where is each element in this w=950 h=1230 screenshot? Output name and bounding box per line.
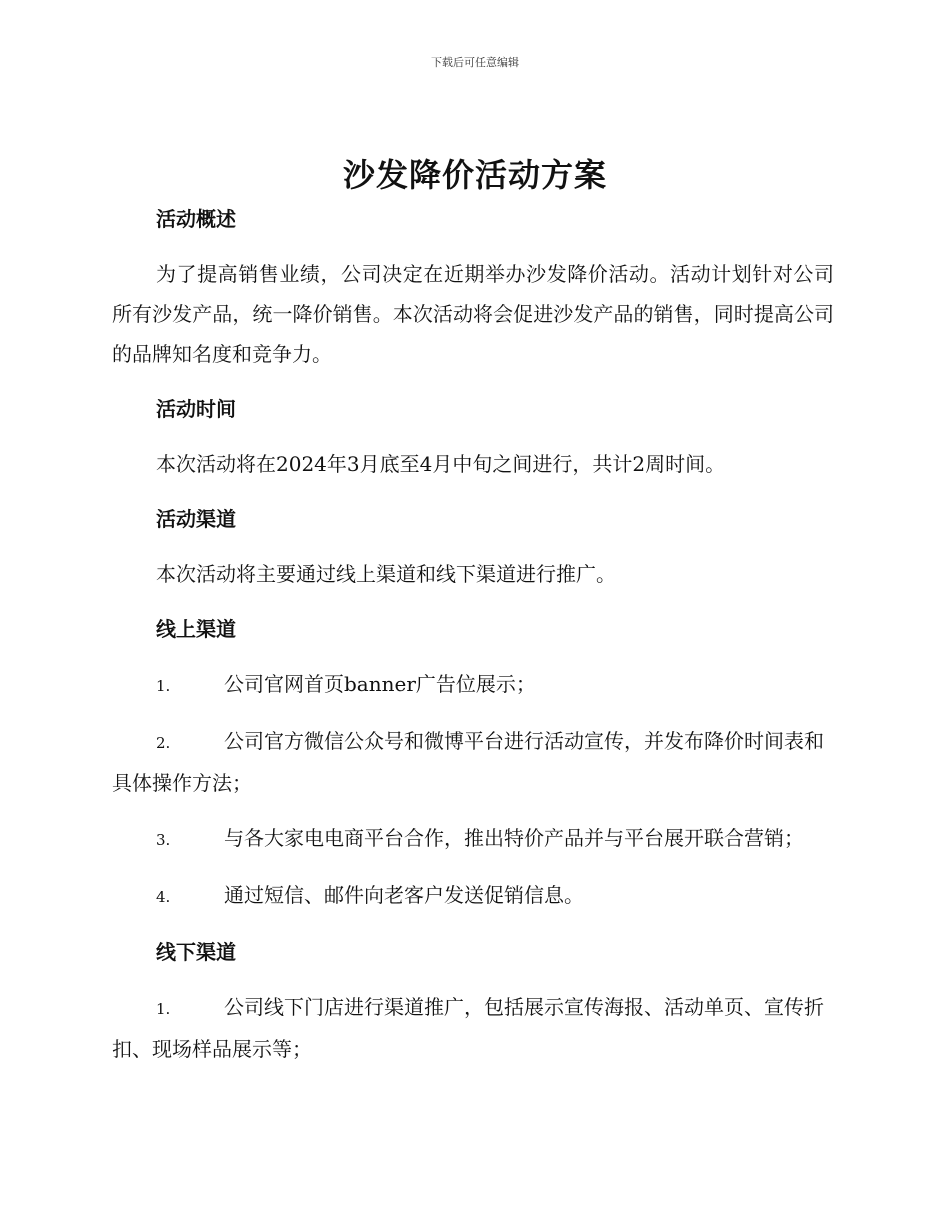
list-number: 2. bbox=[156, 734, 171, 752]
section-heading-overview: 活动概述 bbox=[156, 207, 236, 231]
document-body bbox=[112, 199, 834, 1084]
online-list-item bbox=[112, 875, 834, 917]
list-number: 3. bbox=[156, 831, 171, 849]
list-text: 通过短信、邮件向老客户发送促销信息。 bbox=[224, 883, 584, 907]
list-text: 公司官方微信公众号和微博平台进行活动宣传，并发布降价时间表和具体操作方法； bbox=[112, 729, 824, 795]
document-title: 沙发降价活动方案 bbox=[342, 156, 607, 194]
list-text: 公司线下门店进行渠道推广，包括展示宣传海报、活动单页、宣传折扣、现场样品展示等； bbox=[112, 995, 824, 1061]
section-heading-offline: 线下渠道 bbox=[156, 940, 236, 964]
time-paragraph: 本次活动将在2024年3月底至4月中旬之间进行，共计2周时间。 bbox=[156, 452, 726, 476]
list-number: 1. bbox=[156, 677, 171, 695]
section-heading-online: 线上渠道 bbox=[156, 617, 236, 641]
list-text: 公司官网首页banner广告位展示； bbox=[224, 672, 536, 696]
online-list-item bbox=[112, 818, 834, 860]
overview-paragraph: 为了提高销售业绩，公司决定在近期举办沙发降价活动。活动计划针对公司所有沙发产品，统一降价销售。本次活动将会促进沙发产品的销售，同时提高公司的品牌知名度和竞争力。 bbox=[112, 262, 834, 366]
offline-list-item bbox=[112, 987, 834, 1069]
list-number: 1. bbox=[156, 1000, 171, 1018]
online-list-item bbox=[112, 721, 834, 803]
list-text: 与各大家电电商平台合作，推出特价产品并与平台展开联合营销； bbox=[224, 826, 804, 850]
page-header-note: 下载后可任意编辑 bbox=[431, 56, 519, 69]
online-list-item bbox=[112, 664, 834, 706]
list-number: 4. bbox=[156, 888, 171, 906]
channels-paragraph: 本次活动将主要通过线上渠道和线下渠道进行推广。 bbox=[156, 562, 616, 586]
section-heading-time: 活动时间 bbox=[156, 397, 236, 421]
section-heading-channels: 活动渠道 bbox=[156, 507, 236, 531]
